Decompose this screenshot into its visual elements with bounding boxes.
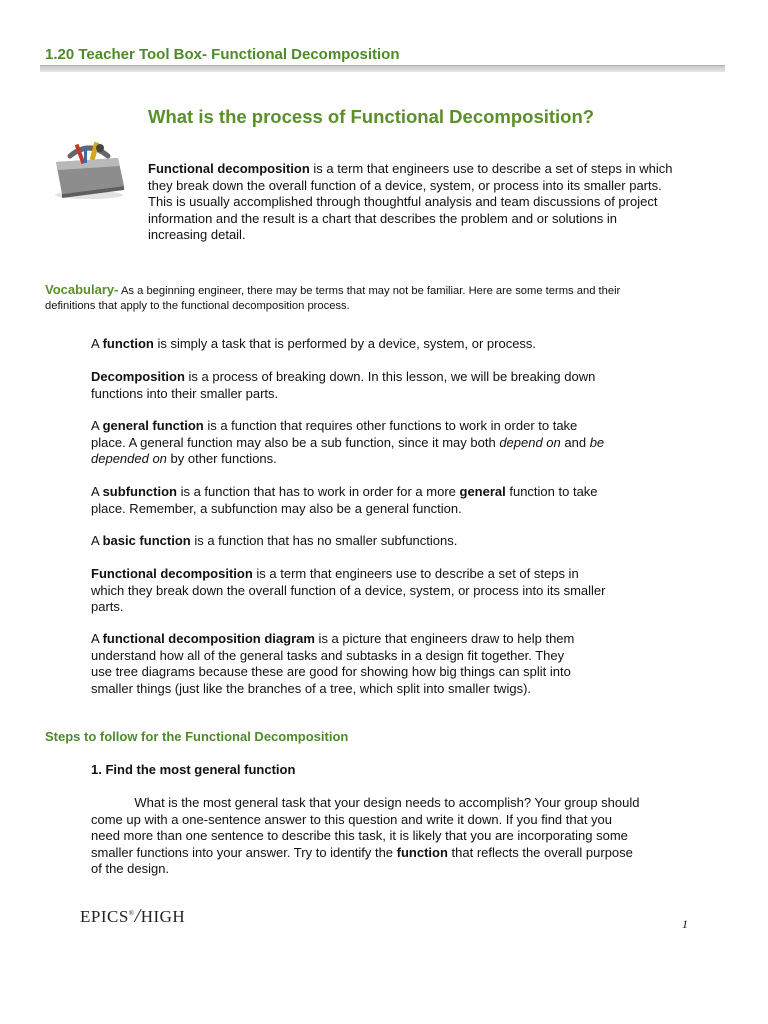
definition-term: function — [102, 336, 154, 351]
step1-term: function — [396, 844, 448, 860]
definition-prefix: A — [91, 418, 103, 433]
logo-slash: / — [134, 905, 141, 927]
step1-text: What is the most general task that your design needs to accomplish? Your group should come up with a one-sentence answer to this question and write it down. If you find that you need more than one sentence to describe this task, it is likely that you are incorporating some smaller functions into your answer. Try to identify the — [91, 795, 640, 860]
definition-term: functional decomposition diagram — [102, 631, 315, 646]
definition-prefix: A — [91, 484, 103, 499]
definition-term: general function — [102, 418, 204, 433]
definition-function — [91, 336, 611, 353]
vocabulary-paragraph — [45, 282, 673, 314]
definition-text: function to take place. Remember, a subfunction may also be a general function. — [91, 484, 598, 516]
intro-term: Functional decomposition — [148, 161, 310, 176]
step1-heading: 1. Find the most general function — [91, 762, 296, 777]
definition-prefix: A — [91, 533, 103, 548]
definition-text: is a process of breaking down. In this lesson, we will be breaking down functions into their smaller parts. — [91, 369, 596, 401]
logo-text: HIGH — [140, 907, 186, 926]
vocabulary-label: Vocabulary- — [45, 282, 119, 297]
definition-term: general — [459, 484, 506, 499]
vocabulary-text: As a beginning engineer, there may be terms that may not be familiar. Here are some terms and their definitions that apply to the functional decomposition process. — [45, 285, 621, 312]
definition-functional-decomposition — [91, 566, 611, 616]
definition-emphasis: depend on — [499, 434, 561, 450]
epics-high-logo — [80, 905, 185, 928]
definition-text: is a picture that engineers draw to help them understand how all of the general tasks and subtasks in a design fit together. They use tree diagrams because these are good for showing how big things can split into smaller things (just like the branches of a tree, which split into smaller twigs). — [91, 631, 575, 696]
toolbox-icon — [48, 138, 130, 200]
intro-text: is a term that engineers use to describe a set of steps in which they break down the overall function of a device, system, or process into its smaller parts. This is usually accomplished through thoughtful analysis and team discussions of project information and the result is a chart that describes the problem and or solutions in increasing detail. — [148, 161, 673, 242]
definition-term: Functional decomposition — [91, 566, 253, 581]
steps-heading: Steps to follow for the Functional Decomposition — [45, 729, 349, 744]
intro-paragraph — [148, 161, 673, 244]
step1-text: that reflects the overall purpose of the design. — [91, 844, 633, 876]
definition-term: basic function — [102, 533, 191, 548]
definition-term: subfunction — [102, 484, 177, 499]
definition-text: is a term that engineers use to describe a set of steps in which they break down the overall function of a device, system, or process into its smaller parts. — [91, 566, 606, 614]
page-number: 1 — [682, 917, 688, 931]
header-title: 1.20 Teacher Tool Box- Functional Decomposition — [45, 46, 400, 63]
header-divider — [40, 65, 725, 72]
definition-text: by other functions. — [166, 451, 277, 466]
definition-general-function — [91, 418, 611, 468]
logo-registered: ® — [128, 909, 135, 918]
definition-text: is a function that has to work in order for a more — [176, 484, 460, 499]
definition-term: Decomposition — [91, 369, 185, 384]
definition-emphasis: be depended on — [91, 434, 605, 466]
definition-prefix: A — [91, 336, 103, 351]
definition-text: is a function that requires other functions to work in order to take place. A general function may also be a sub function, since it may both — [91, 418, 578, 450]
definition-decomposition — [91, 369, 611, 402]
page-title: What is the process of Functional Decomposition? — [148, 106, 595, 127]
definition-text: and — [560, 434, 590, 450]
definition-text: is a function that has no smaller subfunctions. — [190, 533, 458, 548]
step1-paragraph — [91, 795, 641, 878]
definition-diagram — [91, 631, 586, 697]
definition-basic-function — [91, 533, 611, 550]
definition-text: is simply a task that is performed by a device, system, or process. — [153, 336, 537, 351]
definition-prefix: A — [91, 631, 103, 646]
definition-subfunction — [91, 484, 611, 517]
logo-text: EPICS — [80, 907, 129, 926]
